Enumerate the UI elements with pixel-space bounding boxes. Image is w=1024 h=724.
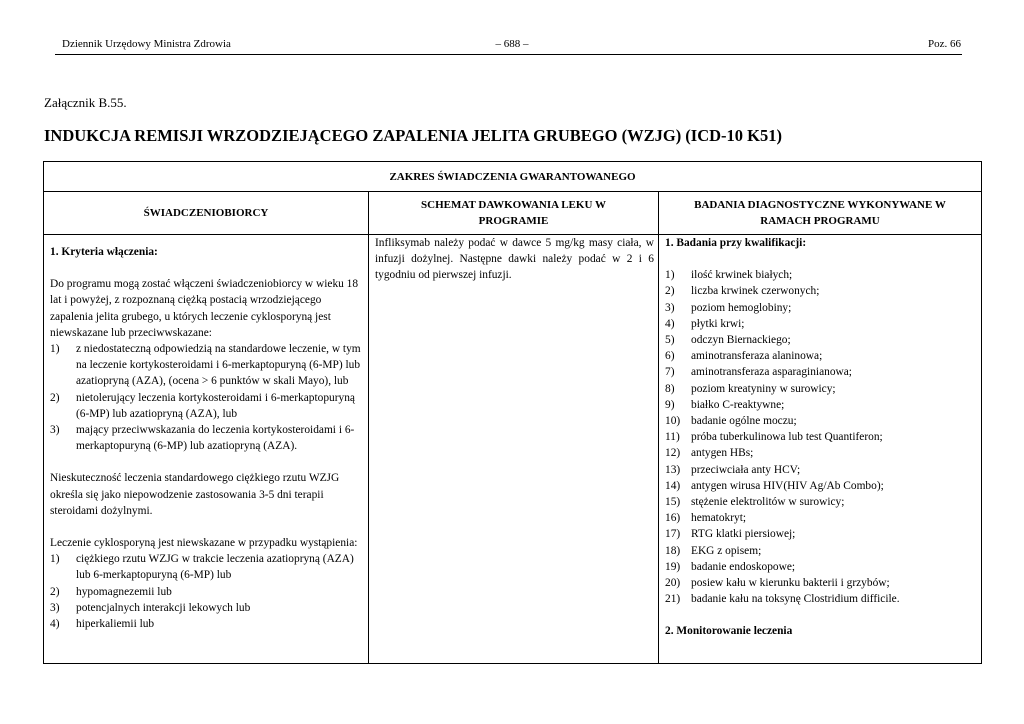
- list-item-number: 1): [50, 553, 60, 566]
- inclusion-criteria-heading: 1. Kryteria włączenia:: [50, 246, 158, 258]
- inclusion-intro: Do programu mogą zostać włączeni świadczeniobiorcy w wieku 18 lat i powyżej, z rozpoznaną ciężką postacią wrzodziejącego zapalenia jelita grubego, u których leczenie cyklosporyną jest niewskazane lub przeciwwskazane:: [50, 278, 359, 339]
- list-item: [665, 526, 977, 542]
- list-item-text: aminotransferaza alaninowa;: [691, 350, 823, 363]
- column-header-diagnostics-line1: BADANIA DIAGNOSTYCZNE WYKONYWANE W: [694, 199, 946, 211]
- column-header-beneficiaries: [44, 192, 369, 235]
- diagnostics-cell: [659, 235, 982, 664]
- list-item: [50, 600, 362, 616]
- table-title: ZAKRES ŚWIADCZENIA GWARANTOWANEGO: [389, 170, 636, 183]
- list-item: [665, 462, 977, 478]
- dosage-cell: [369, 235, 659, 664]
- list-item-text: mający przeciwwskazania do leczenia kortykosteroidami i 6-merkaptopuryną (6-MP) lub azatiopryną (AZA).: [76, 424, 355, 453]
- list-item-number: 2): [50, 585, 60, 598]
- list-item-number: 4): [50, 618, 60, 631]
- list-item: [50, 551, 362, 583]
- list-item: [665, 300, 977, 316]
- list-item-number: 1): [50, 343, 60, 356]
- list-item-number: 7): [665, 366, 675, 379]
- list-item: [665, 510, 977, 526]
- list-item-text: hiperkaliemii lub: [76, 618, 155, 631]
- list-item-text: poziom hemoglobiny;: [691, 301, 792, 314]
- list-item-text: antygen wirusa HIV(HIV Ag/Ab Combo);: [691, 479, 884, 492]
- list-item-number: 2): [50, 391, 60, 404]
- list-item-text: nietolerujący leczenia kortykosteroidami i 6-merkaptopuryną (6-MP) lub azatiopryną (AZA), lub: [76, 391, 355, 420]
- list-item-number: 8): [665, 382, 675, 395]
- list-item: [665, 267, 977, 283]
- list-item: [50, 584, 362, 600]
- column-header-dosage-line2: PROGRAMIE: [478, 215, 549, 227]
- list-item: [665, 332, 977, 348]
- header-rule: [55, 54, 962, 55]
- list-item-text: przeciwciała anty HCV;: [691, 463, 801, 476]
- list-item-number: 3): [50, 424, 60, 437]
- list-item-number: 18): [665, 544, 681, 557]
- list-item-text: próba tuberkulinowa lub test Quantiferon;: [691, 431, 883, 444]
- list-item-text: stężenie elektrolitów w surowicy;: [691, 496, 845, 509]
- document-title: INDUKCJA REMISJI WRZODZIEJĄCEGO ZAPALENIA JELITA GRUBEGO (WZJG) (ICD-10 K51): [44, 126, 783, 145]
- list-item-text: hypomagnezemii lub: [76, 585, 172, 598]
- treatment-failure-paragraph: Nieskuteczność leczenia standardowego ciężkiego rzutu WZJG określa się jako niepowodzenie zastosowania 3-5 dni terapii steroidami dożylnymi.: [50, 472, 340, 517]
- list-item-text: poziom kreatyniny w surowicy;: [691, 382, 836, 395]
- list-item-number: 6): [665, 350, 675, 363]
- list-item: [665, 575, 977, 591]
- list-item: [50, 390, 362, 422]
- table-title-cell: [44, 162, 982, 192]
- list-item-number: 11): [665, 431, 680, 444]
- list-item: [665, 397, 977, 413]
- list-item-text: białko C-reaktywne;: [691, 398, 785, 411]
- list-item: [665, 559, 977, 575]
- list-item-text: płytki krwi;: [691, 317, 745, 330]
- list-item-number: 3): [50, 601, 60, 614]
- page-number: – 688 –: [495, 38, 529, 50]
- list-item: [665, 413, 977, 429]
- program-table: [43, 161, 982, 664]
- list-item-text: badanie ogólne moczu;: [691, 415, 797, 428]
- list-item-text: posiew kału w kierunku bakterii i grzybów;: [691, 577, 890, 590]
- list-item-text: antygen HBs;: [691, 447, 754, 460]
- cyclosporine-paragraph: Leczenie cyklosporyną jest niewskazane w przypadku wystąpienia:: [50, 537, 358, 550]
- list-item-number: 12): [665, 447, 681, 460]
- list-item-number: 5): [665, 334, 675, 347]
- list-item-text: EKG z opisem;: [691, 544, 762, 557]
- list-item-number: 13): [665, 463, 681, 476]
- list-item-number: 10): [665, 415, 681, 428]
- list-item: [665, 478, 977, 494]
- list-item: [665, 543, 977, 559]
- list-item: [665, 445, 977, 461]
- column-header-diagnostics: [659, 192, 982, 235]
- list-item: [665, 283, 977, 299]
- journal-name: Dziennik Urzędowy Ministra Zdrowia: [62, 38, 231, 50]
- list-item-number: 20): [665, 577, 681, 590]
- position-number: Poz. 66: [928, 38, 961, 50]
- list-item: [50, 341, 362, 390]
- list-item-number: 16): [665, 512, 681, 525]
- list-item-text: ilość krwinek białych;: [691, 269, 793, 282]
- list-item-number: 4): [665, 317, 675, 330]
- list-item-number: 9): [665, 398, 675, 411]
- list-item-text: potencjalnych interakcji lekowych lub: [76, 601, 251, 614]
- list-item-text: odczyn Biernackiego;: [691, 334, 791, 347]
- list-item-text: z niedostateczną odpowiedzią na standardowe leczenie, w tym na leczenie kortykosteroidami i 6-merkaptopuryną (6-MP) lub azatiopryną (AZA), (ocena > 6 punktów w skali Mayo), lub: [76, 343, 361, 388]
- dosage-text: Infliksymab należy podać w dawce 5 mg/kg masy ciała, w infuzji dożylnej. Następne dawki należy podać w 2 i 6 tygodniu od pierwszej infuzji.: [375, 237, 654, 282]
- list-item-number: 1): [665, 269, 675, 282]
- list-item-number: 21): [665, 593, 681, 606]
- list-item-number: 2): [665, 285, 675, 298]
- qualification-tests-heading: 1. Badania przy kwalifikacji:: [665, 237, 807, 249]
- list-item-number: 19): [665, 560, 681, 573]
- list-item-number: 14): [665, 479, 681, 492]
- contraindication-list: [50, 551, 362, 632]
- list-item-number: 17): [665, 528, 681, 541]
- list-item: [665, 348, 977, 364]
- list-item: [665, 591, 977, 607]
- list-item-text: badanie kału na toksynę Clostridium difficile.: [691, 593, 900, 606]
- column-header-diagnostics-line2: RAMACH PROGRAMU: [760, 215, 880, 227]
- inclusion-criteria-list: [50, 341, 362, 454]
- annex-label: Załącznik B.55.: [44, 95, 127, 110]
- list-item: [665, 494, 977, 510]
- list-item-number: 3): [665, 301, 675, 314]
- list-item: [665, 429, 977, 445]
- column-header-beneficiaries-text: ŚWIADCZENIOBIORCY: [143, 207, 269, 219]
- column-header-dosage-line1: SCHEMAT DAWKOWANIA LEKU W: [421, 199, 606, 211]
- beneficiaries-cell: [44, 235, 369, 664]
- list-item-text: liczba krwinek czerwonych;: [691, 285, 820, 298]
- list-item-text: RTG klatki piersiowej;: [691, 528, 796, 541]
- list-item-text: aminotransferaza asparaginianowa;: [691, 366, 852, 379]
- list-item-text: ciężkiego rzutu WZJG w trakcie leczenia azatiopryną (AZA) lub 6-merkaptopuryną (6-MP) lub: [76, 553, 354, 582]
- list-item: [665, 364, 977, 380]
- list-item: [665, 381, 977, 397]
- list-item: [50, 422, 362, 454]
- list-item-number: 15): [665, 496, 681, 509]
- list-item: [50, 616, 362, 632]
- monitoring-heading: 2. Monitorowanie leczenia: [665, 625, 793, 638]
- list-item: [665, 316, 977, 332]
- qualification-tests-list: [665, 267, 977, 607]
- list-item-text: hematokryt;: [691, 512, 747, 525]
- column-header-dosage: [369, 192, 659, 235]
- list-item-text: badanie endoskopowe;: [691, 560, 796, 573]
